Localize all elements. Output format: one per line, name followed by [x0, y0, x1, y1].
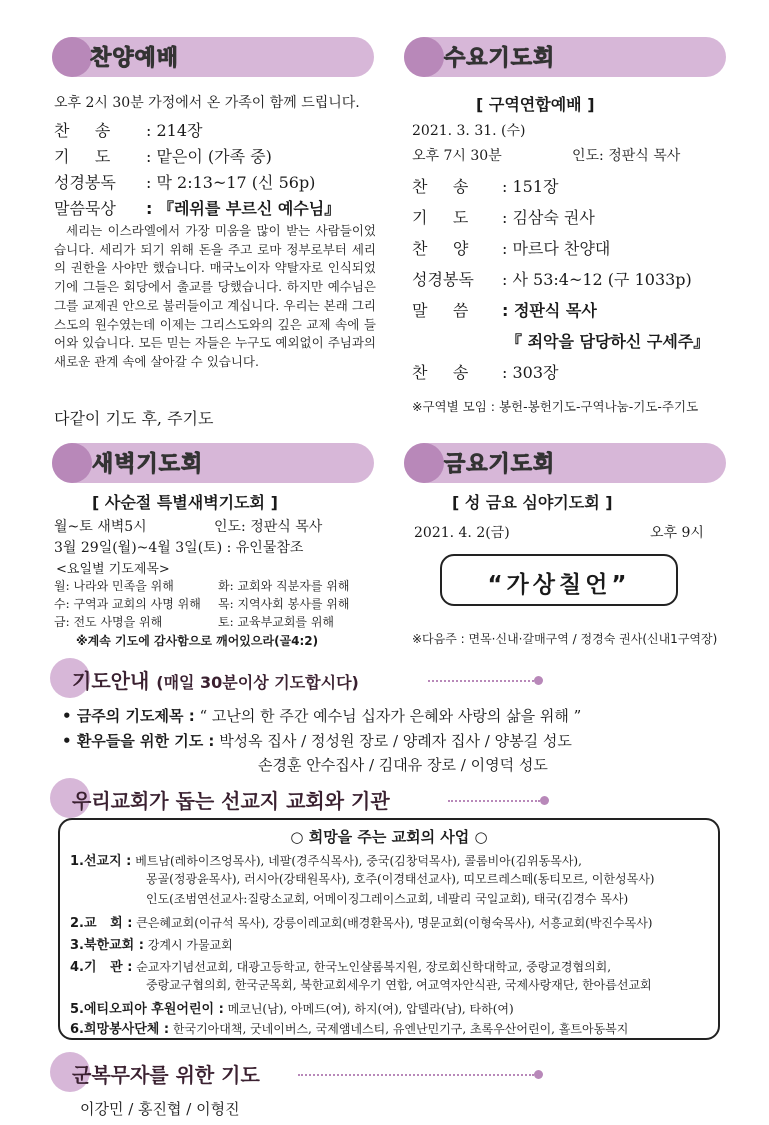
prayer-patients: • 환우들을 위한 기도 : 박성옥 집사 / 정성원 장로 / 양례자 집사 / 양봉길 성도 [62, 732, 572, 750]
prayer-topic: • 금주의 기도제목 : “ 고난의 한 주간 예수님 십자가 은혜와 사랑의 삶을 위해 ” [62, 707, 582, 725]
friday-theme-box [440, 554, 678, 606]
wednesday-subtitle: [ 구역연합예배 ] [476, 95, 595, 114]
prayer-title: 기도안내 (매일 30분이상 기도합시다) [72, 669, 359, 693]
header-end-dot [534, 676, 543, 685]
header-dotted-line [298, 1074, 534, 1076]
wednesday-row: 찬 양 : 마르다 찬양대 [412, 239, 611, 258]
header-dot [404, 37, 444, 77]
sunday-intro: 오후 2시 30분 가정에서 온 가족이 함께 드립니다. [54, 95, 360, 111]
friday-date: 2021. 4. 2(금) [414, 525, 510, 541]
prayer-patients-line2: 손경훈 안수집사 / 김대유 장로 / 이영덕 성도 [258, 756, 548, 774]
mission-item: 4.기 관 : 순교자기념선교회, 대광고등학교, 한국노인샬롬복지원, 장로회신학대학교, 중랑교경협의회, [70, 960, 612, 975]
wednesday-header [404, 37, 726, 77]
dawn-topic-row: 월: 나라와 민족을 위해 화: 교회와 직분자를 위해 [54, 579, 350, 593]
sunday-closing: 다같이 기도 후, 주기도 [54, 409, 214, 428]
header-dotted-line [428, 680, 534, 682]
sunday-row: 성경봉독 : 막 2:13~17 (신 56p) [54, 173, 316, 192]
header-dot [52, 443, 92, 483]
dawn-line1a: 월~토 새벽5시 [54, 519, 147, 535]
wednesday-time: 오후 7시 30분 [412, 148, 502, 164]
prayer-header [50, 658, 710, 698]
header-dot [52, 37, 92, 77]
mission-header [50, 778, 710, 818]
mission-item: 1.선교지 : 베트남(레하이즈엉목사), 네팔(경주식목사), 중국(김창덕목사), 콜롬비아(김위동목사), [70, 854, 582, 869]
friday-title: 금요기도회 [444, 452, 556, 477]
dawn-subtitle: [ 사순절 특별새벽기도회 ] [92, 493, 278, 512]
dawn-topic-row: 금: 전도 사명을 위해 토: 교육부교회를 위해 [54, 615, 335, 629]
wednesday-row: 성경봉독 : 사 53:4~12 (구 1033p) [412, 270, 692, 289]
friday-header [404, 443, 726, 483]
wednesday-row: 기 도 : 김삼숙 권사 [412, 208, 595, 227]
sunday-header [52, 37, 374, 77]
sunday-row: 기 도 : 맡은이 (가족 중) [54, 147, 272, 166]
meditation-text: 세리는 이스라엘에서 가장 미움을 많이 받는 사람들이었습니다. 세리가 되기 위해 돈을 주고 로마 정부로부터 세리의 권한을 사야만 했습니다. 매국노이자 약탈자로 인식되었기에 그들은 회당에서 출교를 당했습니다. 하지만 예수님은 그를 교제권 안으로 불러들이고 계십니다. 우리는 본래 그리스도의 원수였는데 이제는 그리스도와의 깊은 교제 속에 들어와 있습니다. 모든 믿는 자들은 누구도 예외없이 주님과의 새로운 관계 속에 살아갈 수 있습니다. [54, 223, 376, 369]
mission-box [58, 818, 720, 1040]
military-header [50, 1052, 710, 1092]
mission-item: 6.희망봉사단체 : 한국기아대책, 굿네이버스, 국제앰네스티, 유엔난민기구, 초록우산어린이, 홀트아동복지 [70, 1022, 629, 1037]
wednesday-row: 말 씀 : 정판식 목사 [412, 301, 597, 320]
dawn-header [52, 443, 374, 483]
wednesday-title: 수요기도회 [444, 46, 556, 71]
header-dotted-line [448, 800, 540, 802]
military-names: 이강민 / 홍진협 / 이형진 [80, 1100, 240, 1118]
mission-title: 우리교회가 돕는 선교지 교회와 기관 [72, 789, 390, 813]
mission-item-line: 인도(조범연선교사:질랑소교회, 어메이징그레이스교회, 네팔리 국일교회), 태국(김경수 목사) [146, 892, 629, 906]
wednesday-note: ※구역별 모임 : 봉헌-봉헌기도-구역나눔-기도-주기도 [412, 399, 699, 414]
friday-subtitle: [ 성 금요 심야기도회 ] [452, 493, 613, 512]
friday-time: 오후 9시 [650, 525, 704, 541]
dawn-line1b: 인도: 정판식 목사 [214, 519, 323, 535]
sunday-row: 말씀묵상 : 『레위를 부르신 예수님』 [54, 199, 341, 218]
wednesday-sermon: 『 죄악을 담당하신 구세주』 [506, 332, 710, 351]
dawn-topics-head: <요일별 기도제목> [56, 562, 170, 577]
mission-item-line: 몽골(정광윤목사), 러시아(강태원목사), 호주(이경태선교사), 띠모르레스떼(동티모르, 이한성목사) [146, 872, 655, 886]
dawn-title: 새벽기도회 [92, 452, 204, 477]
dawn-topic-row: 수: 구역과 교회의 사명 위해 목: 지역사회 봉사를 위해 [54, 597, 350, 611]
dawn-line2: 3월 29일(월)~4월 3일(토) : 유인물참조 [54, 540, 304, 556]
mission-item-line: 중랑교구협의회, 한국군목회, 북한교회세우기 연합, 여교역자안식관, 국제사랑재단, 한아름선교회 [146, 978, 652, 992]
sunday-title: 찬양예배 [90, 46, 180, 71]
mission-item: 2.교 회 : 큰은혜교회(이규석 목사), 강릉이레교회(배경환목사), 명문교회(이형숙목사), 서흥교회(박진수목사) [70, 916, 653, 931]
mission-item: 5.에티오피아 후원어린이 : 메코닌(남), 아메드(여), 하지(여), 압델라(남), 타하(여) [70, 1002, 514, 1017]
friday-theme: “가상칠언” [487, 572, 631, 598]
military-title: 군복무자를 위한 기도 [72, 1063, 260, 1087]
header-end-dot [534, 1070, 543, 1079]
mission-box-title: ○ 희망을 주는 교회의 사업 ○ [290, 828, 488, 846]
header-end-dot [540, 796, 549, 805]
wednesday-leader: 인도: 정판식 목사 [572, 148, 681, 164]
dawn-verse: ※계속 기도에 감사함으로 깨어있으라(골4:2) [76, 634, 319, 648]
wednesday-date: 2021. 3. 31. (수) [412, 123, 526, 139]
header-dot [404, 443, 444, 483]
wednesday-row: 찬 송 : 303장 [412, 363, 559, 382]
wednesday-row: 찬 송 : 151장 [412, 177, 559, 196]
friday-note: ※다음주 : 면목·신내·갈매구역 / 정경숙 권사(신내1구역장) [412, 632, 718, 646]
sunday-row: 찬 송 : 214장 [54, 121, 203, 140]
mission-item: 3.북한교회 : 강계시 가물교회 [70, 938, 233, 953]
